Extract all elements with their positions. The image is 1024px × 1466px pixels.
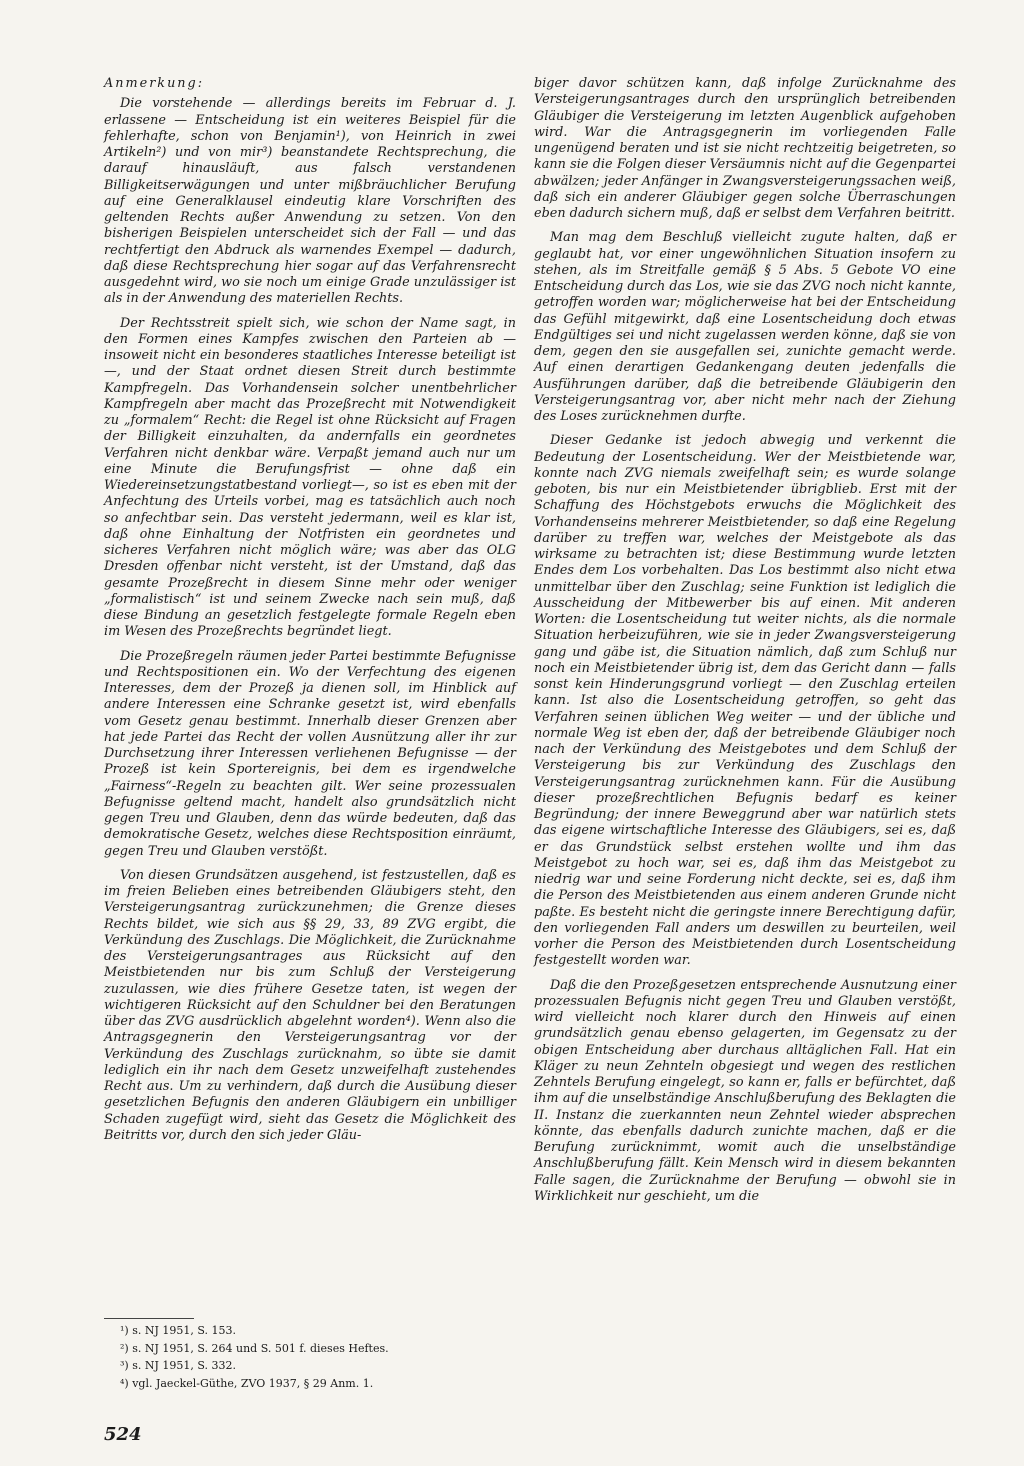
footnotes (104, 1322, 516, 1392)
paragraph: Dieser Gedanke ist jedoch abwegig und verkennt die Bedeutung der Losentscheidung. Wer der Meistbietende war, konnte nach ZVG niemals zweifelhaft sein; es wurde solange geboten, bis nur ein Meistbietender übrigblieb. Erst mit der Schaffung des Höchstgebots erwuchs die Möglichkeit des Vorhandenseins mehrerer Meistbietender, so daß eine Regelung darüber zu treffen war, welches der Meistgebote als das wirksame zu betrachten ist; diese Bestimmung wurde letzten Endes dem Los vorbehalten. Das Los bestimmt also nicht etwa unmittelbar über den Zuschlag; seine Funktion ist lediglich die Ausscheidung der Mitbewerber bis auf einen. Mit anderen Worten: die Losentscheidung tut weiter nichts, als die normale Situation herbeizuführen, wie sie in jeder Zwangsversteigerung gang und gäbe ist, die Situation nämlich, daß zum Schluß nur noch ein Meistbietender übrig ist, dem das Gericht dann — falls sonst kein Hinderungsgrund vorliegt — den Zuschlag erteilen kann. Ist also die Losentscheidung getroffen, so geht das Verfahren seinen üblichen Weg weiter — und der übliche und normale Weg ist eben der, daß der betreibende Gläubiger noch nach der Verkündung des Meistgebotes und dem Schluß der Versteigerung bis zur Verkündung des Zuschlags den Versteigerungsantrag zurücknehmen kann. Für die Ausübung dieser prozeßrechtlichen Befugnis bedarf es keiner Begründung; der innere Beweggrund aber war natürlich stets das eigene wirtschaftliche Interesse des Gläubigers, sei es, daß er das Grundstück selbst erstehen wollte und ihm das Meistgebot zu hoch war, sei es, daß ihm das Meistgebot zu niedrig war und seine Forderung nicht deckte, sei es, daß ihm die Person des Meistbietenden aus einem anderen Grunde nicht paßte. Es besteht nicht die geringste innere Berechtigung dafür, den vorliegenden Fall anders um deswillen zu beurteilen, weil vorher die Person des Meistbietenden durch Losentscheidung festgestellt worden war. (534, 433, 956, 969)
left-column (104, 76, 516, 1152)
paragraph: Der Rechtsstreit spielt sich, wie schon der Name sagt, in den Formen eines Kampfes zwischen den Parteien ab — insoweit nicht ein besonderes staatliches Interesse beteiligt ist —, und der Staat ordnet diesen Streit durch bestimmte Kampfregeln. Das Vorhandensein solcher unentbehrlicher Kampfregeln aber macht das Prozeßrecht mit Notwendigkeit zu „formalem“ Recht: die Regel ist ohne Rücksicht auf Fragen der Billigkeit einzuhalten, da andernfalls ein geordnetes Verfahren nicht denkbar wäre. Verpaßt jemand auch nur um eine Minute die Berufungsfrist — ohne daß ein Wiedereinsetzungstatbestand vorliegt—, so ist es eben mit der Anfechtung des Urteils vorbei, mag es tatsächlich auch noch so anfechtbar sein. Das versteht jedermann, weil es klar ist, daß ohne Einhaltung der Notfristen ein geordnetes und sicheres Verfahren nicht möglich wäre; was aber das OLG Dresden offenbar nicht versteht, ist der Umstand, daß das gesamte Prozeßrecht in diesem Sinne mehr oder weniger „formalistisch“ ist und seinem Zwecke nach sein muß, daß diese Bindung an gesetzlich festgelegte formale Regeln eben im Wesen des Prozeßrechts begründet liegt. (104, 315, 516, 640)
paragraph: biger davor schützen kann, daß infolge Zurücknahme des Versteigerungsantrages durch den ursprünglich betreibenden Gläubiger die Versteigerung im letzten Augenblick aufgehoben wird. War die Antragsgegnerin im vorliegenden Falle ungenügend beraten und ist sie nicht rechtzeitig beigetreten, so kann sie die Folgen dieser Versäumnis nicht auf die Gegenpartei abwälzen; jeder Anfänger in Zwangsversteigerungssachen weiß, daß sich ein anderer Gläubiger gegen solche Überraschungen eben dadurch sichern muß, daß er selbst dem Verfahren beitritt. (534, 76, 956, 221)
footnote: ³) s. NJ 1951, S. 332. (120, 1359, 236, 1372)
paragraph: Daß die den Prozeßgesetzen entsprechende Ausnutzung einer prozessualen Befugnis nicht gegen Treu und Glauben verstößt, wird vielleicht noch klarer durch den Hinweis auf einen grundsätzlich genau ebenso gelagerten, im Gegensatz zu der obigen Entscheidung aber durchaus alltäglichen Fall. Hat ein Kläger zu neun Zehnteln obgesiegt und wegen des restlichen Zehntels Berufung eingelegt, so kann er, falls er befürchtet, daß ihm auf die unselbständige Anschlußberufung des Beklagten die II. Instanz die zuerkannten neun Zehntel wieder absprechen könnte, das ebenfalls dadurch zunichte machen, daß er die Berufung zurücknimmt, womit auch die unselbständige Anschlußberufung fällt. Kein Mensch wird in diesem bekannten Falle sagen, die Zurücknahme der Berufung — obwohl sie in Wirklichkeit nur geschieht, um die (534, 977, 956, 1204)
paragraph: Die Prozeßregeln räumen jeder Partei bestimmte Befugnisse und Rechtspositionen ein. Wo der Verfechtung des eigenen Interesses, dem der Prozeß ja dienen soll, im Hinblick auf andere Interessen eine Schranke gesetzt ist, wird ebenfalls vom Gesetz genau bestimmt. Innerhalb dieser Grenzen aber hat jede Partei das Recht der vollen Ausnützung aller ihr zur Durchsetzung ihrer Interessen verliehenen Befugnisse — der Prozeß ist kein Sportereignis, bei dem es irgendwelche „Fairness“-Regeln zu beachten gilt. Wer seine prozessualen Befugnisse geltend macht, handelt also grundsätzlich nicht gegen Treu und Glauben, denn das würde bedeuten, daß das demokratische Gesetz, welches diese Rechtsposition einräumt, gegen Treu und Glauben verstößt. (104, 648, 516, 859)
paragraph: Man mag dem Beschluß vielleicht zugute halten, daß er geglaubt hat, vor einer ungewöhnlichen Situation insofern zu stehen, als im Streitfalle gemäß § 5 Abs. 5 Gebote VO eine Entscheidung durch das Los, wie sie das ZVG noch nicht kannte, getroffen worden war; möglicherweise hat bei der Entscheidung das Gefühl mitgewirkt, daß eine Losentscheidung doch etwas Endgültiges sei und nicht zugelassen werden könne, daß sie von dem, gegen den sie ausgefallen sei, zunichte gemacht werde. Auf einen derartigen Gedankengang deuten jedenfalls die Ausführungen darüber, daß die betreibende Gläubigerin den Versteigerungsantrag vor, aber nicht mehr nach der Ziehung des Loses zurücknehmen durfte. (534, 230, 956, 424)
footnote-divider (104, 1318, 194, 1319)
paragraph: Von diesen Grundsätzen ausgehend, ist festzustellen, daß es im freien Belieben eines betreibenden Gläubigers steht, den Versteigerungsantrag zurückzunehmen; die Grenze dieses Rechts bildet, wie sich aus §§ 29, 33, 89 ZVG ergibt, die Verkündung des Zuschlags. Die Möglichkeit, die Zurücknahme des Versteigerungsantrages aus Rücksicht auf den Meistbietenden nur bis zum Schluß der Versteigerung zuzulassen, wie dies frühere Gesetze taten, ist wegen der wichtigeren Rücksicht auf den Schuldner bei den Beratungen über das ZVG ausdrücklich abgelehnt worden⁴). Wenn also die Antragsgegnerin den Versteigerungsantrag vor der Verkündung des Zuschlags zurücknahm, so übte sie damit lediglich ein ihr nach dem Gesetz unzweifelhaft zustehendes Recht aus. Um zu verhindern, daß durch die Ausübung dieser gesetzlichen Befugnis den anderen Gläubigern ein unbilliger Schaden zugefügt wird, sieht das Gesetz die Möglichkeit des Beitritts vor, durch den sich jeder Gläu- (104, 867, 516, 1143)
annotation-heading: Anmerkung: (104, 76, 205, 91)
footnote: ¹) s. NJ 1951, S. 153. (120, 1324, 236, 1337)
footnote: ⁴) vgl. Jaeckel-Güthe, ZVO 1937, § 29 Anm. 1. (120, 1376, 374, 1390)
paragraph: Die vorstehende — allerdings bereits im Februar d. J. erlassene — Entscheidung ist ein weiteres Beispiel für die fehlerhafte, schon von Benjamin¹), von Heinrich in zwei Artikeln²) und von mir³) beanstandete Rechtsprechung, die darauf hinausläuft, aus falsch verstandenen Billigkeitserwägungen und unter mißbräuchlicher Berufung auf eine Generalklausel eindeutig klare Vorschriften des geltenden Rechts außer Anwendung zu setzen. Von den bisherigen Beispielen unterscheidet sich der Fall — und das rechtfertigt den Abdruck als warnendes Exempel — dadurch, daß diese Rechtsprechung hier sogar auf das Verfahrensrecht ausgedehnt wird, wo sie noch um einige Grade unzulässiger ist als in der Anwendung des materiellen Rechts. (104, 96, 516, 307)
footnote: ²) s. NJ 1951, S. 264 und S. 501 f. dieses Heftes. (120, 1341, 389, 1355)
page-number: 524 (104, 1424, 142, 1445)
right-column (534, 76, 956, 1213)
